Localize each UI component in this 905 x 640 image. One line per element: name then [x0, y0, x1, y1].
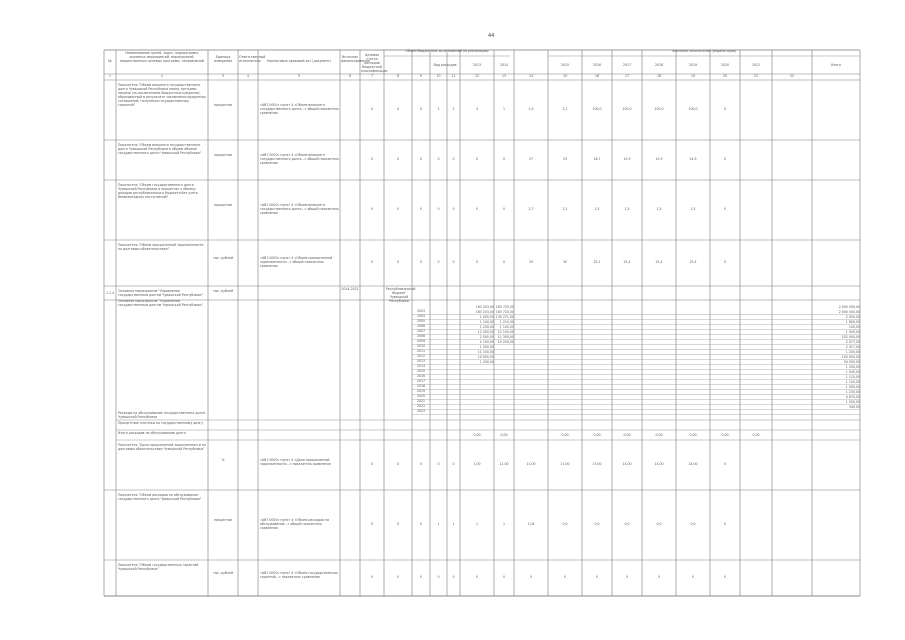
row-value: 0 [396, 107, 400, 111]
finance-code: 2005 [416, 319, 426, 323]
header-col-type: Вид расходов [433, 63, 457, 67]
finance-total: 0,00 [752, 433, 760, 437]
finance-code: 2021 [416, 399, 426, 403]
numbering-cell: 14 [528, 74, 534, 78]
header-col-resp: Ответственный исполнитель [239, 55, 266, 63]
row-value: 1,04 [527, 522, 535, 526]
row-value: 0 [396, 575, 400, 579]
row-unit: процентов [214, 203, 232, 207]
row-value: 0 [502, 207, 506, 211]
row-value: 30 [562, 260, 568, 264]
item-period: 2014-2021 [341, 287, 359, 291]
finance-code: 2020 [416, 394, 426, 398]
row-name: Показатель "Объем внешнего государственного долга Чувашской Республики в общем объеме государственного долга Чувашской Республики" [118, 143, 202, 155]
finance-total: 0,00 [623, 433, 631, 437]
row-value: 0 [370, 107, 374, 111]
header-col-source: Источник финансирования [341, 55, 370, 63]
row-value: 4 [475, 107, 479, 111]
numbering-cell: 3 [221, 74, 225, 78]
row-unit: процентов [214, 103, 232, 107]
row-name: Показатель "Объем государственных гарантий Чувашской Республики" [118, 563, 199, 571]
amount-2015: 11 300,00 [497, 335, 514, 339]
row-unit: тыс. рублей [212, 256, 234, 260]
row-value: 0 [370, 462, 374, 466]
row-value: 1,00 [473, 462, 481, 466]
header-col-name: Наименование целей, задач, подпрограмм, основных мероприятий, мероприятий, ведомственных целевых программ, направлений [120, 51, 204, 63]
finance-code: 2004 [416, 314, 426, 318]
row-value: 100,0 [622, 107, 632, 111]
row-value: 11,00 [499, 462, 509, 466]
header-year: 2018 [654, 63, 664, 67]
amount-2015: 183 720,00 [495, 305, 514, 309]
row-unit: тыс. рублей [212, 571, 234, 575]
row-value: 100,0 [688, 107, 698, 111]
row-value: 1 [475, 522, 479, 526]
amount-2021: 1 200,00 [845, 365, 860, 369]
numbering-cell: 21 [753, 74, 759, 78]
row-value: 1,0 [528, 107, 534, 111]
amount-2014: 1 200,00 [479, 360, 494, 364]
amount-2014: 2 500,00 [479, 335, 494, 339]
numbering-cell: 15 [562, 74, 568, 78]
row-value: 14,9 [689, 157, 697, 161]
numbering-cell: 10 [436, 74, 441, 78]
finance-code: 2006 [416, 324, 426, 328]
header-year: 2013 [472, 63, 482, 67]
finance-total: 0,00 [721, 433, 729, 437]
row-value: 0 [502, 157, 506, 161]
row-name: Показатель "Доля просроченной задолженности по долговым обязательствам Чувашской Республики" [118, 443, 206, 451]
amount-2021: 1 250,00 [845, 400, 860, 404]
amount-2014: 12 000,00 [477, 330, 494, 334]
header-year: 2016 [592, 63, 602, 67]
row-value: 0 [475, 207, 479, 211]
amount-2015: 1 210,00 [499, 320, 514, 324]
row-value: 0 [437, 462, 440, 466]
amount-2021: 4 670,00 [845, 395, 860, 399]
row-value: 0 [396, 522, 400, 526]
row-basis [260, 290, 340, 302]
amount-2021: 1 230,00 [845, 390, 860, 394]
amount-2021: 102 000,00 [841, 335, 860, 339]
row-value: 0 [437, 260, 440, 264]
row-value: 0 [595, 575, 599, 579]
row-value: 0 [396, 462, 400, 466]
finance-total: 0,00 [561, 433, 569, 437]
numbering-cell: 1 [108, 74, 112, 78]
row-value: 23 [562, 157, 568, 161]
amount-2014: 10 000,00 [477, 355, 494, 359]
row-value: 1 [502, 522, 506, 526]
row-value: 1,5 [690, 207, 696, 211]
amount-2015: 130 271,00 [495, 315, 514, 319]
numbering-cell: 12 [474, 74, 480, 78]
row-value: 0 [419, 157, 423, 161]
item-source: Республиканский бюджет Чувашской Республики [386, 287, 416, 303]
header-col-no: № [108, 59, 112, 63]
finance-sub-row: Процентные платежи по государственному долгу [118, 421, 203, 425]
row-value: 0 [419, 207, 423, 211]
row-value: 0 [452, 260, 455, 264]
header-col-unit: Единица измерения [213, 55, 233, 63]
row-basis: «АВ7.0000» пункт 4 «Объем расходов на обслуживание...» общий показатель сравнения [260, 518, 330, 530]
numbering-cell: 11 [451, 74, 456, 78]
numbering-cell: 17 [624, 74, 630, 78]
finance-code: 2007 [416, 329, 426, 333]
finance-code: 2016 [416, 374, 426, 378]
row-value: 1 [437, 522, 440, 526]
numbering-cell: 6 [348, 74, 352, 78]
finance-code: 2009 [416, 339, 426, 343]
row-basis: «АВ7.0000» пункт 4 «Объем внешнего государственного долга...» общий показатель сравнения [260, 153, 339, 165]
row-basis: «АВ7.0000» пункт 4 «Объем просроченной задолженности...» общий показатель сравнения [260, 256, 333, 268]
amount-2021: 2 077,00 [845, 340, 860, 344]
row-value: 0 [475, 157, 479, 161]
amount-2014: 1 100,00 [479, 340, 494, 344]
item-name: Основное мероприятие "Управление государственным долгом Чувашской Республики" [118, 299, 203, 307]
row-value: 0 [370, 522, 374, 526]
amount-2021: 1 000,00 [845, 330, 860, 334]
amount-2021: 100,00 [848, 325, 860, 329]
amount-2021: 100 000,00 [841, 355, 860, 359]
row-value: 1,5 [624, 207, 630, 211]
item-number: 1.1.4 [105, 291, 115, 295]
row-value: 2,7 [528, 207, 534, 211]
row-value: 0 [475, 260, 479, 264]
header-year: 2021 [751, 63, 761, 67]
row-value: 1 [437, 107, 440, 111]
row-value: 100,0 [654, 107, 664, 111]
row-value: 1 [502, 107, 506, 111]
row-value: 13,00 [592, 462, 602, 466]
row-value: 0 [419, 575, 423, 579]
row-value: 0 [723, 107, 727, 111]
row-value: 0,0 [594, 522, 600, 526]
amount-2021: 2 000 000,00 [838, 310, 860, 314]
row-value: 18,7 [593, 157, 601, 161]
finance-code: 2023 [416, 409, 426, 413]
row-value: 2,1 [562, 107, 568, 111]
row-basis: «АВ7.0000» пункт 4 «Объем внешнего государственного долга...» общий показатель сравнения [260, 203, 339, 215]
finance-code: 2011 [416, 349, 426, 353]
numbering-cell: 20 [722, 74, 728, 78]
row-value: 14,9 [623, 157, 631, 161]
amount-2021: 2 000 000,00 [838, 305, 860, 309]
amount-2015: 10 200,00 [497, 340, 514, 344]
numbering-cell: 22 [789, 74, 795, 78]
row-value: 29 [528, 260, 534, 264]
amount-2021: 1 120,00 [845, 380, 860, 384]
row-name: Показатель "Объем расходов на обслуживание государственного долга Чувашской Республики" [118, 493, 202, 501]
numbering-cell: 16 [594, 74, 600, 78]
row-value: 1,5 [594, 207, 600, 211]
row-value: 14,9 [655, 157, 663, 161]
row-value: 0 [723, 522, 727, 526]
amount-2015: 1 100,00 [499, 325, 514, 329]
amount-2021: 34 000,00 [843, 360, 860, 364]
numbering-cell: 18 [656, 74, 662, 78]
row-value: 0 [723, 462, 727, 466]
amount-2021: 340,00 [848, 405, 860, 409]
header-col-total: Итого [831, 63, 841, 67]
header-year: 2014 [499, 63, 509, 67]
row-value: 25,1 [593, 260, 601, 264]
amount-2015: 183 720,00 [495, 310, 514, 314]
row-value: 0 [396, 157, 400, 161]
numbering-cell: 9 [419, 74, 423, 78]
header-year: 2019 [688, 63, 698, 67]
row-value: 0 [452, 157, 455, 161]
row-unit: процентов [214, 153, 232, 157]
header-col-values: Значения показателей (индикаторов) [672, 49, 736, 53]
amount-2021: 1 200,00 [845, 350, 860, 354]
row-value: 0,0 [690, 522, 696, 526]
numbering-cell: 19 [690, 74, 696, 78]
amount-2014: 1 200,00 [479, 325, 494, 329]
row-value: 0 [370, 575, 374, 579]
row-basis: «АВ7.0000» пункт 4 «Доля просроченной задолженности...» показатель сравнения [260, 458, 331, 466]
header-col-code: Целевая статья расходов бюджетной классификации [361, 53, 388, 73]
row-value: 11,00 [526, 462, 536, 466]
row-value: 0 [396, 207, 400, 211]
row-value: 0 [502, 260, 506, 264]
row-value: 0 [502, 575, 506, 579]
header-col-basis: Нормативно-правовой акт (документ) [266, 59, 332, 63]
numbering-cell: 8 [396, 74, 400, 78]
amount-2014: 183 203,00 [475, 310, 494, 314]
row-value: 0 [437, 207, 440, 211]
row-value: 0 [723, 575, 727, 579]
finance-code: 2012 [416, 354, 426, 358]
header-col-finance: Объем бюджетных ассигнований на реализацию [405, 49, 489, 53]
amount-2021: 1 000,00 [845, 385, 860, 389]
row-value: 0 [657, 575, 661, 579]
header-year: 2017 [622, 63, 632, 67]
numbering-cell: 2 [160, 74, 164, 78]
amount-2021: 1 040,00 [845, 370, 860, 374]
row-name: Показатель "Объем просроченной задолженности по долговым обязательствам" [118, 243, 204, 251]
finance-code: 2019 [416, 389, 426, 393]
amount-2014: 1 000,00 [479, 315, 494, 319]
row-unit: тыс. рублей [212, 289, 234, 293]
amount-2015: 12 100,00 [497, 330, 514, 334]
row-unit: % [221, 458, 225, 462]
row-value: 0 [691, 575, 695, 579]
row-value: 25,4 [689, 260, 697, 264]
row-value: 14,00 [688, 462, 698, 466]
row-value: 0 [370, 157, 374, 161]
row-value: 0 [396, 260, 400, 264]
finance-total: 0,00 [593, 433, 601, 437]
finance-total: 0,00 [473, 433, 481, 437]
numbering-cell: 7 [370, 74, 374, 78]
row-value: 2,1 [562, 207, 568, 211]
row-value: 25,4 [655, 260, 663, 264]
amount-2021: 1 800,00 [845, 320, 860, 324]
row-value: 11,00 [560, 462, 570, 466]
row-value: 14,00 [622, 462, 632, 466]
row-value: 0 [419, 462, 423, 466]
row-unit: процентов [214, 518, 232, 522]
header-year: 2015 [560, 63, 570, 67]
finance-total: 0,00 [689, 433, 697, 437]
row-value: 0 [437, 575, 440, 579]
row-value: 0 [563, 575, 567, 579]
row-value: 0,0 [562, 522, 568, 526]
row-value: 0 [419, 107, 423, 111]
row-value: 0 [370, 207, 374, 211]
row-name: Основное мероприятие "Управление государственным долгом Чувашской Республики" [118, 289, 203, 297]
finance-code: 2010 [416, 344, 426, 348]
amount-2014: 11 100,00 [477, 350, 494, 354]
amount-2021: 1 110,00 [845, 375, 860, 379]
finance-code: 2018 [416, 384, 426, 388]
row-value: 0 [370, 260, 374, 264]
row-value: 1 [452, 522, 455, 526]
finance-total: 0,00 [500, 433, 508, 437]
row-value: 0,0 [656, 522, 662, 526]
row-value: 0 [452, 575, 455, 579]
row-value: 0 [475, 575, 479, 579]
finance-code: 2008 [416, 334, 426, 338]
row-value: 0 [419, 522, 423, 526]
header-year: 2020 [720, 63, 730, 67]
row-basis: «АВ7.0000» пункт 4 «Объем внешнего государственного долга...» общий показатель сравнения [260, 103, 339, 115]
numbering-cell: 13 [501, 74, 507, 78]
row-value: 0 [625, 575, 629, 579]
amount-2021: 2 317,00 [845, 345, 860, 349]
finance-total: 0,00 [655, 433, 663, 437]
row-value: 25,4 [623, 260, 631, 264]
row-value: 100,0 [592, 107, 602, 111]
finance-sub-row: Расходы на обслуживание государственного долга Чувашской Республики [118, 411, 206, 419]
row-value: 1 [452, 107, 455, 111]
page-number: 44 [488, 33, 495, 39]
finance-sub-row: Итого расходов на обслуживание долга [118, 431, 186, 435]
numbering-cell: 4 [246, 74, 250, 78]
numbering-cell: 5 [297, 74, 301, 78]
finance-code: 2013 [416, 359, 426, 363]
finance-code: 2014 [416, 364, 426, 368]
row-name: Показатель "Объем государственного долга Чувашской Республики в процентах к объему доходов республиканского бюджета без учета безвозмездных поступлений" [118, 183, 198, 199]
row-name: Показатель "Объем внешнего государственного долга Чувашской Республики перед третьими лицами (за исключением бюджетных кредитов), образованный в результате заключения кредитных соглашений, получения государственных гарантий" [118, 83, 206, 107]
row-value: 14,00 [654, 462, 664, 466]
row-value: 0 [723, 157, 727, 161]
row-value: 27 [528, 157, 534, 161]
row-value: 0,0 [624, 522, 630, 526]
row-value: 1,5 [656, 207, 662, 211]
row-value: 0 [529, 575, 533, 579]
amount-2021: 2 000,00 [845, 315, 860, 319]
finance-code: 2003 [416, 309, 426, 313]
row-value: 0 [723, 207, 727, 211]
amount-2014: 1 100,00 [479, 320, 494, 324]
row-value: 0 [437, 157, 440, 161]
finance-code: 2017 [416, 379, 426, 383]
row-value: 0 [452, 207, 455, 211]
finance-code: 2022 [416, 404, 426, 408]
row-value: 0 [419, 260, 423, 264]
row-value: 0 [452, 462, 455, 466]
finance-code: 2015 [416, 369, 426, 373]
row-basis: «АВ7.0000» пункт 4 «Объем государственных гарантий...» показатель сравнения [260, 571, 338, 579]
amount-2014: 183 203,00 [475, 305, 494, 309]
row-value: 0 [723, 260, 727, 264]
amount-2014: 1 200,00 [479, 345, 494, 349]
